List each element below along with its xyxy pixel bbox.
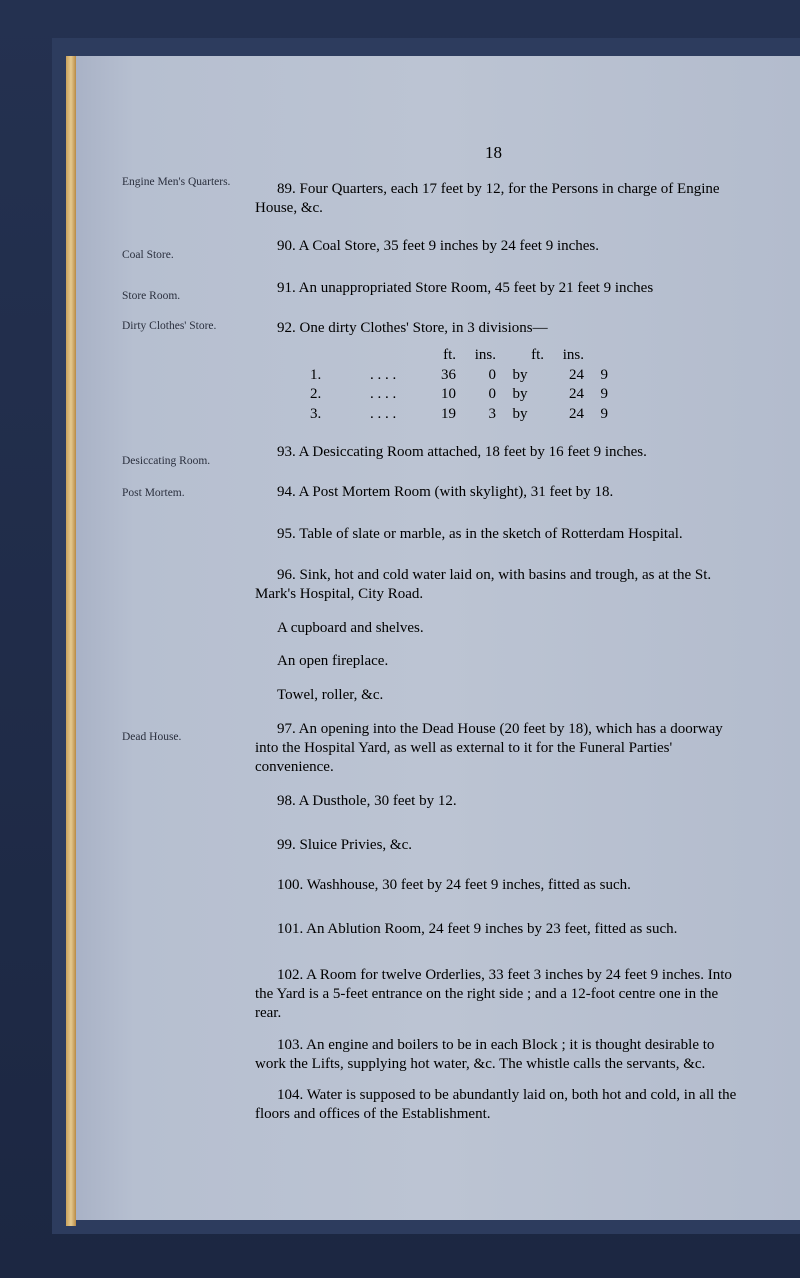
- paragraph-91: 91. An unappropriated Store Room, 45 feet by 21 feet 9 inches: [277, 280, 654, 296]
- margin-note-post-mortem: Post Mortem.: [122, 487, 185, 499]
- paragraph-96-towel: Towel, roller, &c.: [277, 687, 384, 703]
- row-by: by: [512, 386, 528, 402]
- margin-note-dirty-clothes: Dirty Clothes' Store.: [122, 320, 217, 332]
- row-ft: 10: [441, 386, 456, 402]
- paragraph-96: 96. Sink, hot and cold water laid on, with basins and trough, as at the St. Mark's Hospital, City Road.: [255, 567, 712, 602]
- row-dots: . . . .: [370, 366, 397, 383]
- paragraph-94: 94. A Post Mortem Room (with skylight), 31 feet by 18.: [277, 484, 614, 500]
- row-ins: 3: [488, 405, 496, 422]
- paragraph-90: 90. A Coal Store, 35 feet 9 inches by 24 feet 9 inches.: [277, 238, 600, 254]
- table-header-ins: ins.: [474, 347, 496, 363]
- row-ft: 36: [441, 366, 456, 383]
- table-row: [310, 366, 608, 386]
- paragraph-101: 101. An Ablution Room, 24 feet 9 inches by 23 feet, fitted as such.: [277, 921, 678, 937]
- row-ft: 19: [441, 405, 456, 422]
- row-ins2: 9: [600, 386, 608, 402]
- paragraph-100: 100. Washhouse, 30 feet by 24 feet 9 inches, fitted as such.: [277, 877, 631, 893]
- row-ins: 0: [488, 386, 496, 402]
- clothes-store-table: [310, 346, 608, 424]
- paragraph-103: 103. An engine and boilers to be in each Block ; it is thought desirable to work the Lifts, supplying hot water, &c. The whistle calls the servants, &c.: [255, 1037, 715, 1072]
- paragraph-95: 95. Table of slate or marble, as in the sketch of Rotterdam Hospital.: [277, 526, 683, 542]
- row-ins2: 9: [600, 366, 608, 383]
- paragraph-104: 104. Water is supposed to be abundantly laid on, both hot and cold, in all the floors and offices of the Establishment.: [255, 1087, 737, 1122]
- paragraph-97: 97. An opening into the Dead House (20 feet by 18), which has a doorway into the Hospital Yard, as well as external to it for the Funeral Parties' convenience.: [255, 721, 723, 775]
- margin-note-engine-quarters: Engine Men's Quarters.: [122, 176, 231, 188]
- page-gilt-edge: [66, 56, 76, 1226]
- table-header-ins2: ins.: [562, 347, 584, 363]
- paragraph-93: 93. A Desiccating Room attached, 18 feet by 16 feet 9 inches.: [277, 444, 647, 460]
- page-number: 18: [485, 143, 502, 162]
- table-header-ft: ft.: [443, 347, 456, 363]
- margin-note-dead-house: Dead House.: [122, 731, 182, 743]
- row-ft2: 24: [569, 405, 584, 422]
- row-ft2: 24: [569, 386, 584, 402]
- margin-note-coal-store: Coal Store.: [122, 249, 174, 261]
- table-header-row: [310, 346, 608, 366]
- paragraph-96-fireplace: An open fireplace.: [277, 653, 389, 669]
- row-ins2: 9: [600, 405, 608, 422]
- paragraph-89: 89. Four Quarters, each 17 feet by 12, for the Persons in charge of Engine House, &c.: [255, 181, 720, 216]
- margin-note-store-room: Store Room.: [122, 290, 181, 302]
- table-row: [310, 405, 608, 425]
- margin-note-desiccating: Desiccating Room.: [122, 455, 211, 467]
- row-dots: . . . .: [370, 405, 397, 422]
- row-by: by: [512, 366, 528, 383]
- row-by: by: [512, 405, 528, 422]
- table-header-ft2: ft.: [531, 347, 544, 363]
- row-ft2: 24: [569, 366, 584, 383]
- row-number: 1.: [310, 366, 322, 383]
- paragraph-98: 98. A Dusthole, 30 feet by 12.: [277, 793, 457, 809]
- row-number: 2.: [310, 386, 322, 402]
- paragraph-99: 99. Sluice Privies, &c.: [277, 837, 412, 853]
- row-number: 3.: [310, 405, 322, 422]
- row-ins: 0: [488, 366, 496, 383]
- paragraph-102: 102. A Room for twelve Orderlies, 33 feet 3 inches by 24 feet 9 inches. Into the Yard is a 5-feet entrance on the right side ; and a 12-foot centre one in the rear.: [255, 967, 732, 1021]
- table-row: [310, 385, 608, 405]
- row-dots: . . . .: [370, 386, 397, 402]
- paragraph-92: 92. One dirty Clothes' Store, in 3 divisions—: [277, 320, 548, 336]
- paragraph-96-cupboard: A cupboard and shelves.: [277, 620, 424, 636]
